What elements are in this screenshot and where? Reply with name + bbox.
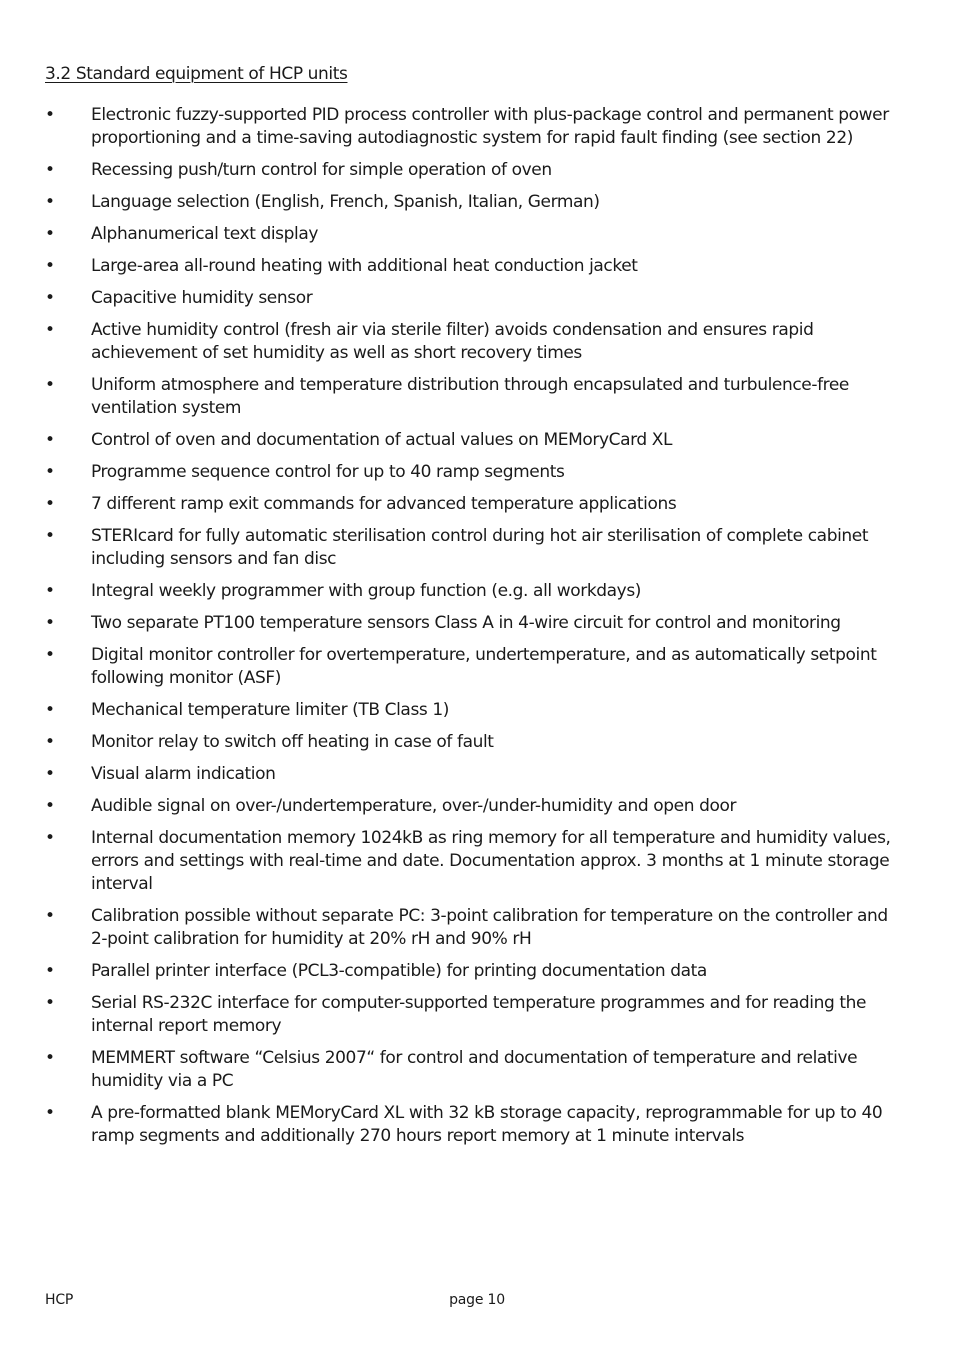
bullet-icon: • <box>45 700 55 720</box>
bullet-icon: • <box>45 732 55 752</box>
list-item-text: Control of oven and documentation of actual values on MEMoryCard XL <box>91 430 673 450</box>
list-item <box>0 223 954 246</box>
list-item-text: Serial RS-232C interface for computer-supported temperature programmes and for reading the internal report memory <box>91 993 867 1036</box>
bullet-icon: • <box>45 526 55 546</box>
list-item-text: Active humidity control (fresh air via sterile filter) avoids condensation and ensures rapid achievement of set humidity as well as short recovery times <box>91 320 814 363</box>
list-item-text: STERIcard for fully automatic sterilisation control during hot air sterilisation of complete cabinet including sensors and fan disc <box>91 526 869 569</box>
bullet-icon: • <box>45 375 55 395</box>
list-item-text: Digital monitor controller for overtemperature, undertemperature, and as automatically setpoint following monitor (ASF) <box>91 645 877 688</box>
list-item <box>0 827 954 896</box>
bullet-icon: • <box>45 160 55 180</box>
list-item <box>0 525 954 571</box>
list-item <box>0 731 954 754</box>
list-item <box>0 763 954 786</box>
list-item-text: Internal documentation memory 1024kB as ring memory for all temperature and humidity values, errors and settings with real-time and date. Documentation approx. 3 months at 1 minute storage interval <box>91 828 891 894</box>
list-item <box>0 159 954 182</box>
bullet-icon: • <box>45 581 55 601</box>
list-item <box>0 493 954 516</box>
list-item <box>0 960 954 983</box>
footer-product-name: HCP <box>45 1292 74 1308</box>
bullet-icon: • <box>45 320 55 340</box>
list-item-text: Calibration possible without separate PC: 3-point calibration for temperature on the controller and 2-point calibration for humidity at 20% rH and 90% rH <box>91 906 888 949</box>
bullet-icon: • <box>45 764 55 784</box>
bullet-icon: • <box>45 494 55 514</box>
list-item <box>0 429 954 452</box>
bullet-icon: • <box>45 1048 55 1068</box>
section-heading: 3.2 Standard equipment of HCP units <box>45 64 348 84</box>
list-item <box>0 374 954 420</box>
bullet-icon: • <box>45 828 55 848</box>
footer-page-number: page 10 <box>449 1292 505 1308</box>
bullet-icon: • <box>45 961 55 981</box>
bullet-icon: • <box>45 462 55 482</box>
bullet-icon: • <box>45 645 55 665</box>
list-item-text: Electronic fuzzy-supported PID process controller with plus-package control and permanent power proportioning and a time-saving autodiagnostic system for rapid fault finding (see section 22) <box>91 105 889 148</box>
list-item-text: Uniform atmosphere and temperature distribution through encapsulated and turbulence-free ventilation system <box>91 375 849 418</box>
list-item-text: Two separate PT100 temperature sensors Class A in 4-wire circuit for control and monitoring <box>91 613 841 633</box>
bullet-icon: • <box>45 906 55 926</box>
equipment-list <box>0 104 954 1157</box>
bullet-icon: • <box>45 192 55 212</box>
list-item-text: Parallel printer interface (PCL3-compatible) for printing documentation data <box>91 961 707 981</box>
list-item <box>0 287 954 310</box>
list-item <box>0 255 954 278</box>
list-item <box>0 795 954 818</box>
list-item <box>0 992 954 1038</box>
list-item <box>0 905 954 951</box>
list-item-text: Recessing push/turn control for simple operation of oven <box>91 160 552 180</box>
list-item <box>0 191 954 214</box>
list-item <box>0 1047 954 1093</box>
list-item-text: A pre-formatted blank MEMoryCard XL with 32 kB storage capacity, reprogrammable for up to 40 ramp segments and additionally 270 hours report memory at 1 minute intervals <box>91 1103 883 1146</box>
list-item-text: Audible signal on over-/undertemperature, over-/under-humidity and open door <box>91 796 737 816</box>
bullet-icon: • <box>45 224 55 244</box>
bullet-icon: • <box>45 430 55 450</box>
list-item-text: Large-area all-round heating with additional heat conduction jacket <box>91 256 638 276</box>
bullet-icon: • <box>45 256 55 276</box>
list-item <box>0 461 954 484</box>
list-item-text: Programme sequence control for up to 40 ramp segments <box>91 462 565 482</box>
list-item-text: Visual alarm indication <box>91 764 276 784</box>
list-item-text: Language selection (English, French, Spanish, Italian, German) <box>91 192 600 212</box>
list-item-text: 7 different ramp exit commands for advanced temperature applications <box>91 494 677 514</box>
bullet-icon: • <box>45 613 55 633</box>
list-item <box>0 612 954 635</box>
bullet-icon: • <box>45 796 55 816</box>
list-item-text: Alphanumerical text display <box>91 224 319 244</box>
list-item-text: MEMMERT software “Celsius 2007“ for control and documentation of temperature and relative humidity via a PC <box>91 1048 858 1091</box>
list-item-text: Integral weekly programmer with group function (e.g. all workdays) <box>91 581 642 601</box>
list-item <box>0 1102 954 1148</box>
bullet-icon: • <box>45 105 55 125</box>
bullet-icon: • <box>45 993 55 1013</box>
list-item <box>0 104 954 150</box>
list-item-text: Capacitive humidity sensor <box>91 288 313 308</box>
list-item <box>0 644 954 690</box>
list-item-text: Monitor relay to switch off heating in case of fault <box>91 732 494 752</box>
list-item-text: Mechanical temperature limiter (TB Class 1) <box>91 700 450 720</box>
list-item <box>0 580 954 603</box>
bullet-icon: • <box>45 1103 55 1123</box>
bullet-icon: • <box>45 288 55 308</box>
list-item <box>0 699 954 722</box>
list-item <box>0 319 954 365</box>
